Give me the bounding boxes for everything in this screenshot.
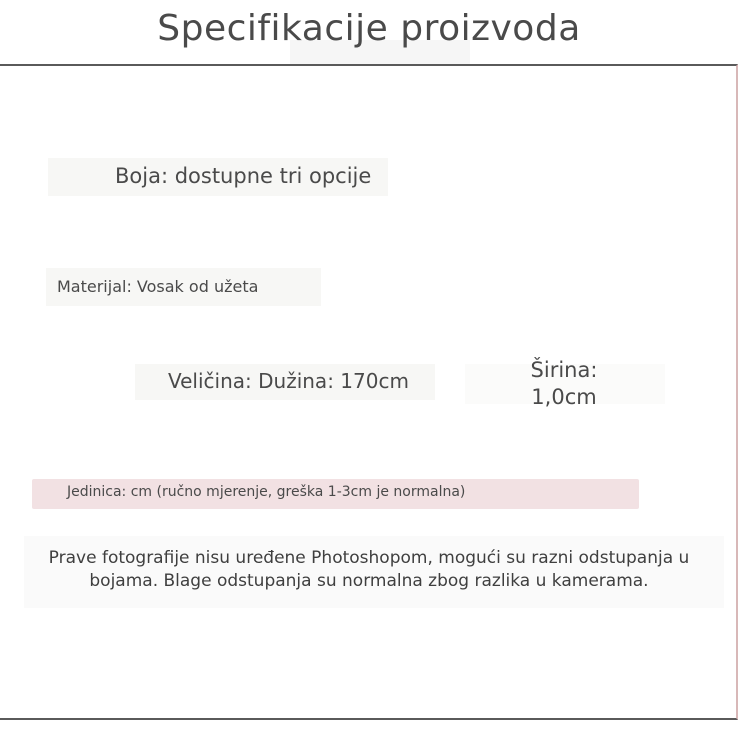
spec-size: Veličina: Dužina: 170cm (168, 369, 409, 393)
spec-width: Širina: 1,0cm (530, 358, 598, 409)
spec-unit: Jedinica: cm (ručno mjerenje, greška 1-3cm je normalna) (67, 484, 466, 500)
spec-material: Materijal: Vosak od užeta (57, 277, 259, 296)
page-title: Specifikacije proizvoda (157, 8, 581, 49)
spec-color: Boja: dostupne tri opcije (115, 164, 372, 188)
photo-note: Prave fotografije nisu uređene Photoshopom, mogući su razni odstupanja u bojama. Blage odstupanja su normalna zbog razlika u kamerama. (48, 548, 690, 591)
